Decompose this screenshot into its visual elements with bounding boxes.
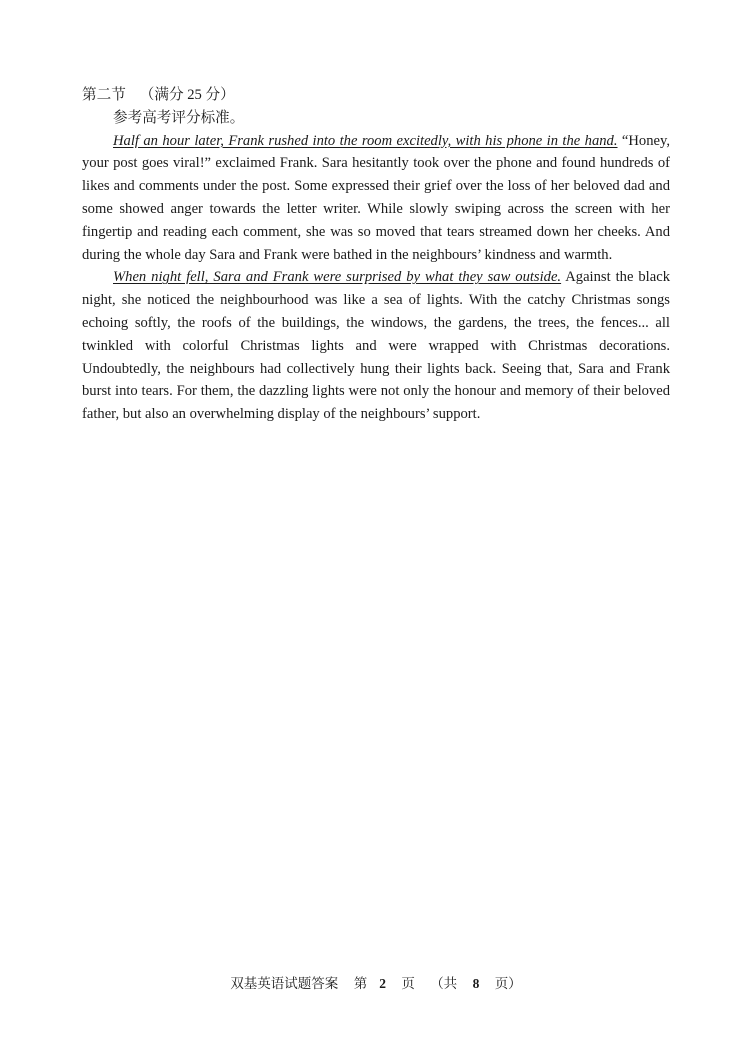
footer-page-number: 2 [379,976,386,991]
paragraph-1-given-opening: Half an hour later, Frank rushed into the room excitedly, with his phone in the hand. [113,132,618,149]
footer-total-prefix: （共 [430,976,458,991]
footer-doc-title: 双基英语试题答案 [230,976,339,991]
paragraph-2-given-opening: When night fell, Sara and Frank were surprised by what they saw outside. [113,269,562,286]
page-footer [0,972,752,992]
scoring-note: 参考高考评分标准。 [113,109,245,126]
footer-total-number: 8 [472,976,480,991]
footer-page-prefix: 第 [353,976,368,991]
section-title: 第二节 [82,87,126,103]
section-heading [82,84,670,107]
answer-paragraph-1 [82,130,670,267]
footer-page-suffix: 页 [401,976,415,991]
answer-paragraph-2 [82,266,670,426]
footer-total-pages [430,976,522,991]
footer-total-suffix: 页） [494,976,522,991]
footer-page-indicator [354,976,415,991]
section-score: （满分 25 分） [139,87,235,103]
paragraph-1-body: “Honey, your post goes viral!” exclaimed Frank. Sara hesitantly took over the phone and found hundreds of likes and comments under the post. Some expressed their grief over the loss of her beloved dad and some showed anger towards the letter writer. While slowly swiping across the screen with her fingertip and reading each comment, she was so moved that tears streamed down her cheeks. And during the whole day Sara and Frank were bathed in the neighbours’ kindness and warmth. [82,132,671,263]
answer-page-content [82,84,670,426]
paragraph-2-body: Against the black night, she noticed the neighbourhood was like a sea of lights. With the catchy Christmas songs echoing softly, the roofs of the buildings, the windows, the gardens, the trees, the fences... all twinkled with colorful Christmas lights and were wrapped with Christmas decorations. Undoubtedly, the neighbours had collectively hung their lights back. Seeing that, Sara and Frank burst into tears. For them, the dazzling lights were not only the honour and memory of their beloved father, but also an overwhelming display of the neighbours’ support. [82,269,670,423]
